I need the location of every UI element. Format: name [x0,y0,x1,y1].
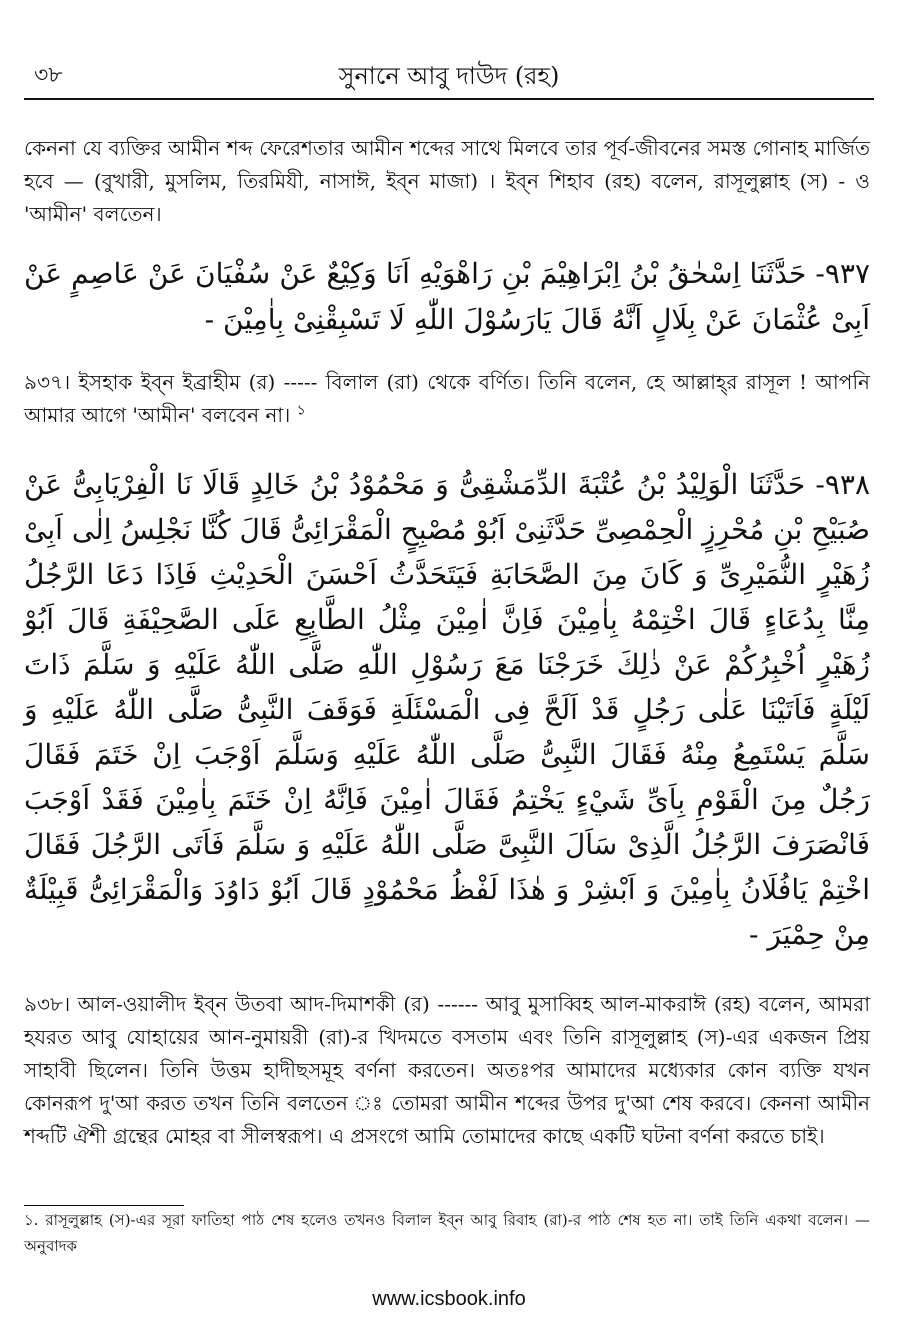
page-title: সুনানে আবু দাউদ (রহ) [338,62,560,90]
footnote-divider [24,1205,184,1206]
hadith-938-arabic: ٩٣٨- حَدَّثَنَا الْوَلِيْدُ بْنُ عُتْبَةَ الدِّمَشْقِىُّ وَ مَحْمُوْدُ بْنُ خَالِدٍ قَالَا نَا الْفِرْيَابِىُّ عَنْ صُبَيْحِ بْنِ مُحْرِزٍ الْحِمْصِىِّ حَدَّثَنِىْ اَبُوْ مُصْبِحٍ الْمَقْرَائِىُّ قَالَ كُنَّا نَجْلِسُ اِلٰى اَبِىْ زُهَيْرٍ النُّمَيْرِىِّ وَ كَانَ مِنَ الصَّحَابَةِ فَيَتَحَدَّثُ اَحْسَنَ الْحَدِيْثِ فَاِذَا دَعَا الرَّجُلُ مِنَّا بِدُعَاءٍ قَالَ اخْتِمْهُ بِاٰمِيْنَ فَاِنَّ اٰمِيْنَ مِثْلُ الطَّابِعِ عَلَى الصَّحِيْفَةِ قَالَ اَبُوْ زُهَيْرٍ اُخْبِرُكُمْ عَنْ ذٰلِكَ خَرَجْنَا مَعَ رَسُوْلِ اللّٰهِ صَلَّى اللّٰهُ عَلَيْهِ وَ سَلَّمَ ذَاتَ لَيْلَةٍ فَاَتَيْنَا عَلٰى رَجُلٍ قَدْ اَلَحَّ فِى الْمَسْئَلَةِ فَوَقَفَ النَّبِىُّ صَلَّى اللّٰهُ عَلَيْهِ وَ سَلَّمَ يَسْتَمِعُ مِنْهُ فَقَالَ النَّبِىُّ صَلَّى اللّٰهُ عَلَيْهِ وَسَلَّمَ اَوْجَبَ اِنْ خَتَمَ فَقَالَ رَجُلٌ مِنَ الْقَوْمِ بِاَىِّ شَيْءٍ يَخْتِمُ فَقَالَ اٰمِيْنَ فَاِنَّهُ اِنْ خَتَمَ بِاٰمِيْنَ فَقَدْ اَوْجَبَ فَانْصَرَفَ الرَّجُلُ الَّذِىْ سَاَلَ النَّبِىَّ صَلَّى اللّٰهُ عَلَيْهِ وَ سَلَّمَ فَاَتَى الرَّجُلَ فَقَالَ اخْتِمْ يَافُلَانُ بِاٰمِيْنَ وَ اَبْشِرْ وَ هٰذَا لَفْظُ مَحْمُوْدٍ قَالَ اَبُوْ دَاوُدَ وَالْمَقْرَائِىُّ قَبِيْلَةٌ مِنْ حِمْيَرَ - [24,468,871,951]
footnote-reference: ১ [296,402,306,419]
hadith-937-translation [24,366,870,432]
hadith-937-arabic: ٩٣٧- حَدَّثَنَا اِسْحٰقُ بْنُ اِبْرَاهِيْمَ بْنِ رَاهْوَيْهِ اَنَا وَكِيْعٌ عَنْ سُفْيَانَ عَنْ عَاصِمٍ عَنْ اَبِىْ عُثْمَانَ عَنْ بِلَالٍ اَنَّهُ قَالَ يَارَسُوْلَ اللّٰهِ لَا تَسْبِقْنِىْ بِاٰمِيْنَ - [24,257,870,336]
page-header [24,58,874,104]
intro-paragraph: কেননা যে ব্যক্তির আমীন শব্দ ফেরেশতার আমীন শব্দের সাথে মিলবে তার পূর্ব-জীবনের সমস্ত গোনাহ মার্জিত হবে — (বুখারী, মুসলিম, তিরমিযী, নাসাঈ, ইব্ন মাজা) । ইব্ন শিহাব (রহ) বলেন, রাসূলুল্লাহ (স) - ও 'আমীন' বলতেন। [24,136,870,226]
header-divider [24,98,874,100]
hadith-938-translation: ৯৩৮। আল-ওয়ালীদ ইব্ন উতবা আদ-দিমাশকী (র) ------ আবু মুসাব্বিহ আল-মাকরাঈ (রহ) বলেন, আমরা হযরত আবু যোহায়ের আন-নুমায়রী (রা)-র খিদমতে বসতাম এবং তিনি রাসূলুল্লাহ (স)-এর একজন প্রিয় সাহাবী ছিলেন। তিনি উত্তম হাদীছসমূহ বর্ণনা করতেন। অতঃপর আমাদের মধ্যেকার কোন ব্যক্তি যখন কোনরূপ দু'আ করত তখন তিনি বলতেন ঃ তোমরা আমীন শব্দের উপর দু'আ শেষ করবে। কেননা আমীন শব্দটি ঐশী গ্রন্থের মোহর বা সীলস্বরূপ। এ প্রসংগে আমি তোমাদের কাছে একটি ঘটনা বর্ণনা করতে চাই। [24,992,870,1148]
footnote: ১. রাসূলুল্লাহ (স)-এর সূরা ফাতিহা পাঠ শেষ হলেও তখনও বিলাল ইব্ন আবু রিবাহ (রা)-র পাঠ শেষ হত না। তাই তিনি একথা বলেন। — অনুবাদক [24,1211,870,1255]
hadith-937-translation-text: ৯৩৭। ইসহাক ইব্ন ইব্রাহীম (র) ----- বিলাল (রা) থেকে বর্ণিত। তিনি বলেন, হে আল্লাহ্‌র রাসূল ! আপনি আমার আগে 'আমীন' বলবেন না। [24,370,870,427]
website-footer: www.icsbook.info [372,1288,526,1310]
page-number: ৩৮ [34,63,63,88]
